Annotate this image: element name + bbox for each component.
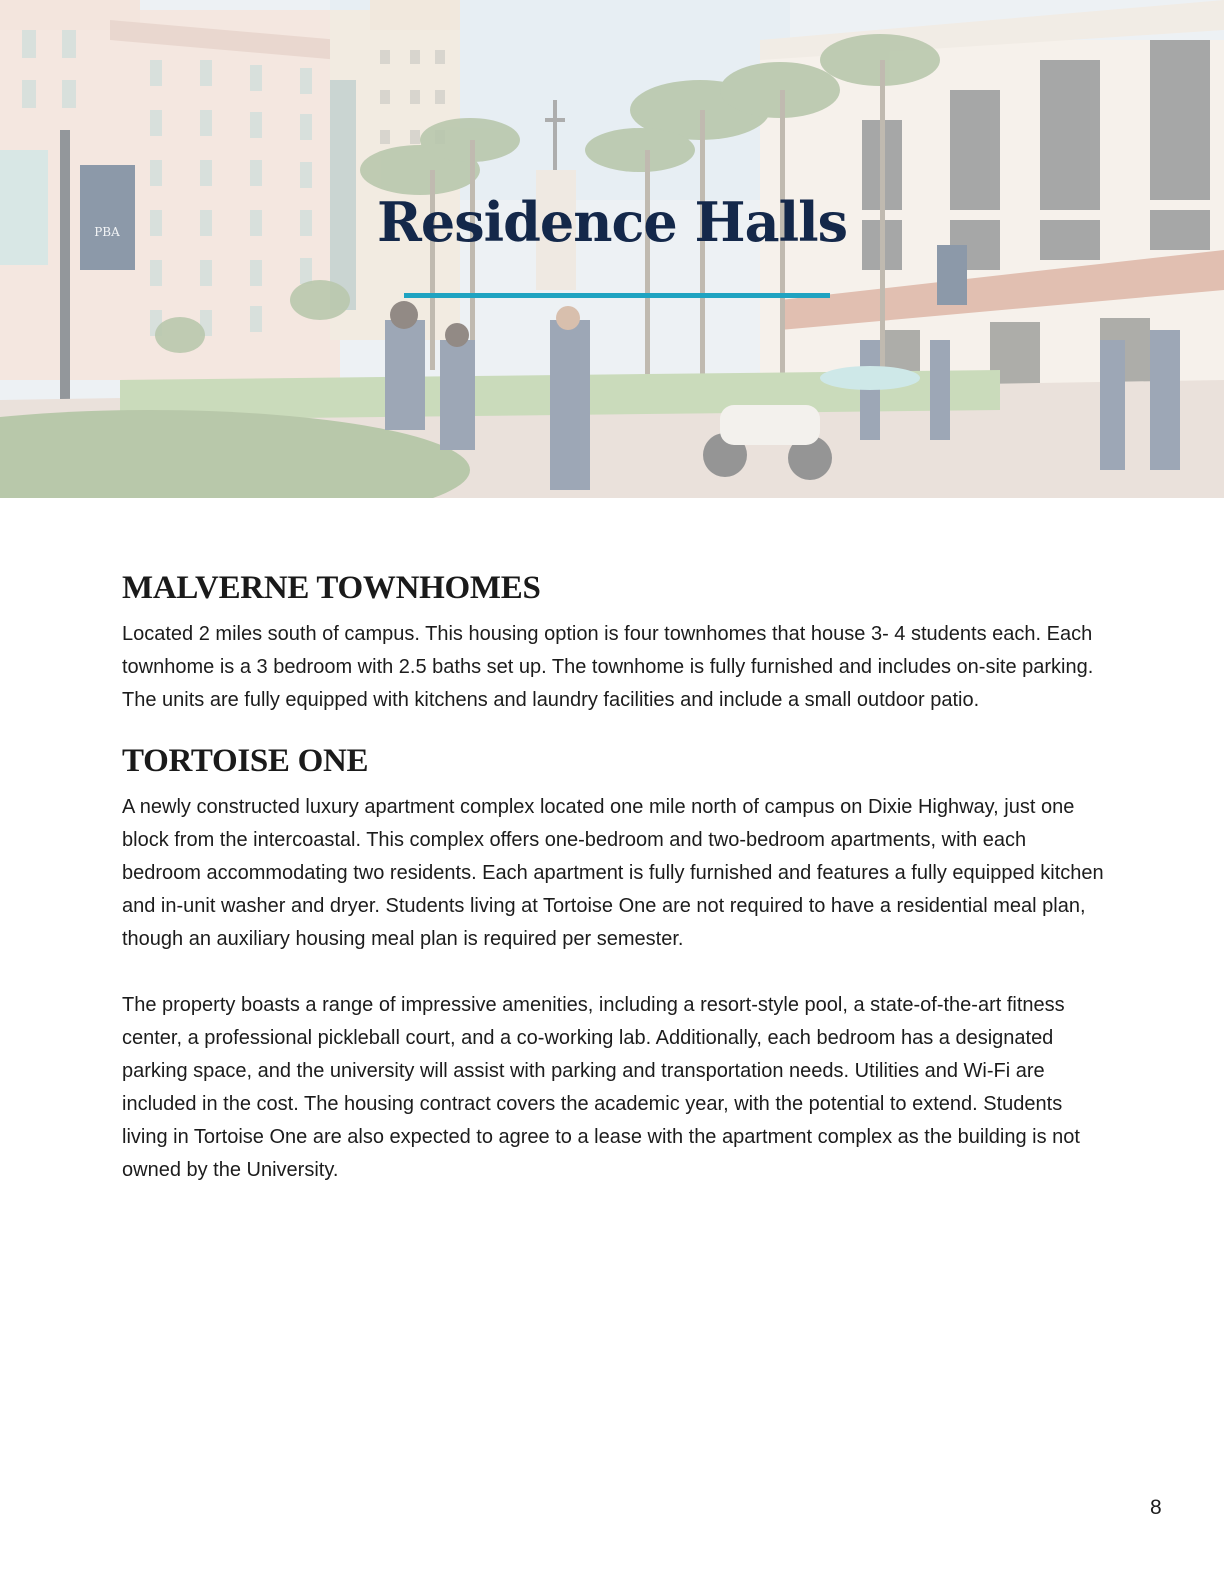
hero-photo (0, 0, 1224, 498)
section-title-malverne: MALVERNE TOWNHOMES (122, 570, 541, 606)
title-underline (404, 293, 830, 298)
paragraph-tortoise-2: The property boasts a range of impressive amenities, including a resort-style pool, a state-of-the-art fitness center, a professional pickleball court, and a co-working lab. Additionally, each bedroom has a designated parking space, and the university will assist with parking and transportation needs. Utilities and Wi-Fi are included in the cost. The housing contract covers the academic year, with the potential to extend. Students living in Tortoise One are also expected to agree to a lease with the apartment complex as the building is not owned by the University. (122, 994, 1080, 1181)
section-title-tortoise: TORTOISE ONE (122, 743, 369, 779)
page-title: Residence Halls (377, 190, 847, 254)
page-number: 8 (1150, 1496, 1162, 1519)
main-content (122, 568, 1107, 1205)
paragraph-tortoise-1: A newly constructed luxury apartment complex located one mile north of campus on Dixie Highway, just one block from the intercoastal. This complex offers one-bedroom and two-bedroom apartments, with each bedroom accommodating two residents. Each apartment is fully furnished and features a fully equipped kitchen and in-unit washer and dryer. Students living at Tortoise One are not required to have a residential meal plan, though an auxiliary housing meal plan is required per semester. (122, 796, 1104, 950)
paragraph-malverne: Located 2 miles south of campus. This housing option is four townhomes that house 3- 4 students each. Each townhome is a 3 bedroom with 2.5 baths set up. The townhome is fully furnished and includes on-site parking. The units are fully equipped with kitchens and laundry facilities and include a small outdoor patio. (122, 623, 1094, 711)
banner-text: PBA (94, 225, 120, 239)
